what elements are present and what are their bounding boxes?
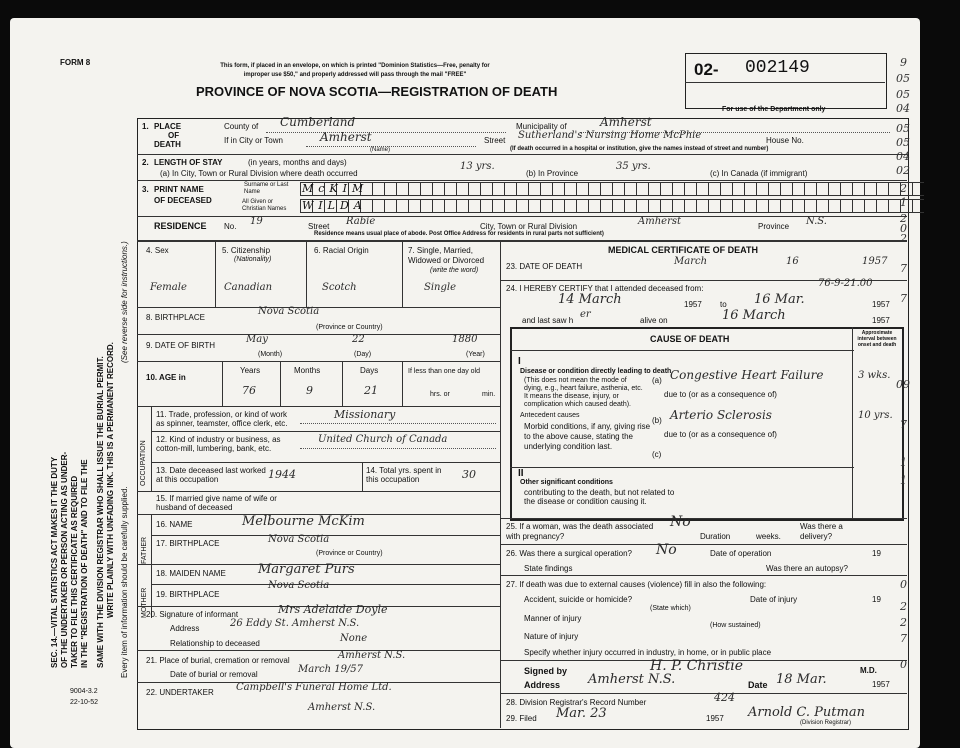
age-years-label: Years	[240, 366, 261, 375]
sex-label: 4. Sex	[146, 246, 169, 255]
form-code-1: 9004-3.2	[70, 688, 98, 695]
dob-month-sub: (Month)	[258, 351, 283, 358]
q11-label: 11. Trade, profession, or kind of work as spinner, teamster, office clerk, etc.	[156, 410, 288, 428]
q12-value: United Church of Canada	[318, 434, 448, 445]
doctor-address-value: Amherst N.S.	[588, 672, 676, 687]
q18-value: Margaret Purs	[258, 562, 355, 577]
age-min-label: min.	[482, 391, 496, 398]
age-days-value: 21	[364, 384, 378, 397]
injury-date-label: Date of injury	[750, 595, 798, 604]
nature-label: Nature of injury	[524, 632, 579, 641]
registration-number: 002149	[745, 58, 810, 78]
alive-label: alive on	[640, 316, 668, 325]
q14-value: 30	[462, 468, 476, 481]
side-instruction-3: TAKER TO FILE THIS CERTIFICATE AS REQUIRED	[70, 475, 79, 668]
weeks-label: weeks.	[756, 532, 781, 541]
q22-value: Campbell's Funeral Home Ltd.	[236, 682, 392, 693]
marital-sub: (write the word)	[430, 267, 479, 274]
q20-value: Mrs Adelaide Doyle	[278, 603, 388, 616]
signed-by-label: Signed by	[524, 666, 568, 676]
antecedent-note: Morbid conditions, if any, giving rise to the above cause, stating the underlying condition last.	[524, 422, 651, 451]
cause-a-interval: 3 wks.	[858, 370, 891, 381]
residence-street-value: Rabie	[346, 216, 376, 227]
margin-code: 0	[900, 222, 907, 235]
margin-code: 02	[896, 164, 910, 177]
q24-to: 16 Mar.	[754, 292, 805, 307]
informant-address-value: 26 Eddy St. Amherst N.S.	[230, 618, 360, 629]
dob-year: 1880	[452, 334, 478, 345]
given-names-value: WILDA	[302, 199, 367, 212]
residence-city-value: Amherst	[638, 216, 681, 227]
cause-a-value: Congestive Heart Failure	[670, 368, 824, 382]
relationship-value: None	[340, 633, 368, 644]
surname-value: McKIM	[302, 182, 369, 195]
registrar-sub: (Division Registrar)	[800, 720, 852, 726]
given-letter-cells	[300, 199, 924, 213]
margin-code: 0	[900, 578, 907, 591]
dob-label: 9. DATE OF BIRTH	[146, 341, 216, 350]
sex-value: Female	[150, 282, 187, 293]
q17-sub: (Province or Country)	[316, 550, 383, 557]
margin-code: 9	[900, 56, 907, 69]
q24-to-label: to	[720, 300, 727, 309]
margin-code: 2	[900, 182, 907, 195]
due-to-1: due to (or as a consequence of)	[664, 390, 777, 399]
margin-code: 05	[896, 72, 910, 85]
registrar-signature: Arnold C. Putman	[748, 705, 865, 720]
dob-month: May	[246, 334, 268, 345]
marital-label: 7. Single, Married, Widowed or Divorced	[408, 246, 485, 265]
father-side-label: FATHER	[141, 536, 148, 564]
signed-by-value: H. P. Christie	[650, 658, 744, 674]
form-code-2: 22-10-52	[70, 699, 99, 706]
margin-code: 1	[900, 456, 907, 469]
stay-b-label: (b) In Province	[526, 169, 579, 178]
disease-note: (This does not mean the mode of dying, e.g., heart failure, asthenia, etc. It means the disease, injury, or complication which caused death).	[524, 377, 643, 408]
due-to-2: due to (or as a consequence of)	[664, 430, 777, 439]
margin-code: 7	[900, 262, 907, 275]
q13-label: 13. Date deceased last worked at this occupation	[156, 466, 266, 484]
surname-letter-cells	[300, 182, 924, 196]
q11-value: Missionary	[334, 408, 396, 421]
cause-b-interval: 10 yrs.	[858, 410, 893, 421]
county-label: County of	[224, 122, 259, 131]
registration-prefix: 02-	[694, 60, 719, 79]
q22-value-2: Amherst N.S.	[308, 702, 376, 713]
delivery-label: Was there a delivery?	[800, 522, 843, 541]
city-label: If in City or Town	[224, 136, 283, 145]
q17-value: Nova Scotia	[268, 534, 330, 545]
street-value: Sutherland's Nursing Home McPhie	[518, 130, 702, 141]
dob-day: 22	[352, 334, 365, 345]
county-value: Cumberland	[280, 115, 356, 129]
stay-c-label: (c) In Canada (if immigrant)	[710, 169, 808, 178]
occupation-side-label: OCCUPATION	[140, 440, 147, 486]
other-conditions-note: contributing to the death, but not related to the disease or condition causing it.	[524, 488, 675, 506]
state-which-sub: (State which)	[650, 605, 691, 612]
margin-code: 05	[896, 88, 910, 101]
q24-from: 14 March	[558, 292, 622, 307]
q23-year: 1957	[862, 256, 888, 267]
form-number: FORM 8	[60, 58, 91, 67]
side-instruction-7: Every item of information should be carefully supplied.	[120, 486, 129, 678]
disease-label: Disease or condition directly leading to death	[520, 368, 672, 375]
side-instruction-5: SAME WITH THE DIVISION REGISTRAR WHO SHALL ISSUE THE BURIAL PERMIT.	[96, 356, 105, 668]
q22-label: 22. UNDERTAKER	[146, 688, 214, 697]
q23-day: 16	[786, 256, 799, 267]
age-hrs-label: hrs. or	[430, 391, 450, 398]
place-label: PLACE	[154, 122, 182, 131]
q27-label: 27. If death was due to external causes (violence) fill in also the following:	[506, 580, 767, 589]
side-instruction-1: SEC. 14.—VITAL STATISTICS ACT MAKES IT THE DUTY	[50, 456, 59, 668]
q15-label: 15. If married give name of wife or husband of deceased	[156, 494, 277, 512]
age-years-value: 76	[242, 384, 256, 397]
last-saw-label: and last saw h	[522, 316, 574, 325]
birthplace-label: 8. BIRTHPLACE	[146, 313, 205, 322]
residence-no-value: 19	[250, 216, 263, 227]
q29-label: 29. Filed	[506, 714, 537, 723]
q28-label: 28. Division Registrar's Record Number	[506, 698, 647, 707]
stay-label: LENGTH OF STAY	[154, 158, 223, 167]
margin-code: 2	[900, 616, 907, 629]
marital-value: Single	[424, 282, 457, 293]
hospital-note: (If death occurred in a hospital or institution, give the names instead of street and number)	[510, 146, 769, 152]
operation-year-prefix: 19	[872, 549, 881, 558]
birthplace-value: Nova Scotia	[258, 306, 320, 317]
q24-extra: 76-9-21.00	[818, 278, 873, 289]
margin-code: 04	[896, 150, 910, 163]
q23-month: March	[674, 256, 708, 267]
q23-label: 23. DATE OF DEATH	[506, 262, 583, 271]
residence-city-label: City, Town or Rural Division	[480, 222, 578, 231]
residence-label: RESIDENCE	[154, 221, 207, 231]
street-label: Street	[484, 136, 506, 145]
cause-a-label: (a)	[652, 376, 662, 385]
name-num: 3.	[142, 185, 149, 194]
q13-value: 1944	[268, 468, 296, 481]
doctor-address-label: Address	[524, 680, 561, 690]
state-findings-label: State findings	[524, 564, 573, 573]
dob-day-sub: (Day)	[354, 351, 372, 358]
place-num: 1.	[142, 122, 149, 131]
place-label-death: DEATH	[154, 140, 181, 149]
birthplace-sub: (Province or Country)	[316, 324, 383, 331]
margin-code: 2	[900, 212, 907, 225]
q20-label: 20. Signature of informant	[146, 610, 239, 619]
q19-value: Nova Scotia	[268, 580, 330, 591]
age-label: 10. AGE in	[146, 373, 186, 382]
doctor-date-value: 18 Mar.	[776, 672, 827, 687]
antecedent-label: Antecedent causes	[520, 412, 580, 419]
accident-label: Accident, suicide or homicide?	[524, 595, 633, 604]
medical-heading: MEDICAL CERTIFICATE OF DEATH	[608, 245, 758, 255]
burial-date-label: Date of burial or removal	[170, 670, 258, 679]
municipality-value: Amherst	[600, 115, 652, 129]
manner-label: Manner of injury	[524, 614, 582, 623]
part-one-numeral: I	[518, 356, 521, 367]
q18-label: 18. MAIDEN NAME	[156, 569, 226, 578]
cause-heading: CAUSE OF DEATH	[650, 334, 730, 344]
doctor-date-label: Date	[748, 680, 768, 690]
form-title: PROVINCE OF NOVA SCOTIA—REGISTRATION OF DEATH	[196, 84, 558, 99]
city-value: Amherst	[320, 130, 372, 144]
citizenship-sub: (Nationality)	[234, 256, 272, 263]
relationship-label: Relationship to deceased	[170, 639, 260, 648]
residence-no-label: No.	[224, 222, 237, 231]
q14-label: 14. Total yrs. spent in this occupation	[366, 466, 442, 484]
q28-value: 424	[714, 691, 735, 704]
place-label-of: OF	[168, 131, 180, 140]
operation-date-label: Date of operation	[710, 549, 772, 558]
interval-heading: Approximate interval between onset and death	[857, 330, 897, 348]
age-days-label: Days	[360, 366, 379, 375]
house-label: House No.	[766, 136, 804, 145]
age-less-day-label: If less than one day old	[408, 368, 480, 375]
death-registration-form	[10, 18, 920, 748]
dob-year-sub: (Year)	[466, 351, 485, 358]
city-name-sub: (Name)	[370, 147, 391, 153]
margin-code: 2	[900, 232, 907, 245]
age-months-value: 9	[306, 384, 313, 397]
stay-label-note: (in years, months and days)	[248, 158, 347, 167]
burial-date-value: March 19/57	[298, 664, 364, 675]
citizenship-value: Canadian	[224, 282, 273, 293]
margin-code: 7	[900, 292, 907, 305]
q24-label: 24. I HEREBY CERTIFY that I attended deceased from:	[506, 284, 704, 293]
q21-value: Amherst N.S.	[338, 650, 406, 661]
stay-num: 2.	[142, 158, 149, 167]
q17-label: 17. BIRTHPLACE	[156, 539, 220, 548]
q29-value: Mar. 23	[556, 706, 607, 721]
md-label: M.D.	[860, 666, 877, 675]
margin-code: 04	[896, 102, 910, 115]
q16-label: 16. NAME	[156, 520, 193, 529]
margin-code: 1	[900, 196, 907, 209]
last-saw-value: er	[580, 309, 591, 320]
q16-value: Melbourne McKim	[242, 514, 365, 529]
other-conditions-label: Other significant conditions	[520, 479, 613, 486]
informant-address-label: Address	[170, 624, 200, 633]
mail-notice: This form, if placed in an envelope, on which is printed "Dominion Statistics—Free, penalty for improper use $50," and properly addressed will pass through the mail "FREE"	[220, 63, 490, 78]
how-sustained-sub: (How sustained)	[710, 622, 761, 629]
age-months-label: Months	[294, 366, 321, 375]
side-instruction-6: WRITE PLAINLY WITH UNFADING INK. THIS IS A PERMANENT RECORD.	[106, 342, 115, 618]
q26-value: No	[656, 542, 677, 558]
racial-origin-label: 6. Racial Origin	[314, 246, 369, 255]
side-instruction-8: (See reverse side for instructions.)	[120, 241, 129, 363]
margin-code: 05	[896, 136, 910, 149]
cause-c-label: (c)	[652, 450, 662, 459]
residence-province-value: N.S.	[806, 216, 827, 227]
residence-street-label: Street	[308, 222, 330, 231]
alive-value: 16 March	[722, 308, 786, 323]
margin-code: 1	[900, 474, 907, 487]
alive-year: 1957	[872, 316, 890, 325]
margin-code: 7	[900, 418, 907, 431]
surname-label: Surname or Last Name	[244, 182, 289, 195]
stay-a-value: 13 yrs.	[460, 161, 495, 172]
q19-label: 19. BIRTHPLACE	[156, 590, 220, 599]
residence-province-label: Province	[758, 222, 790, 231]
margin-code: 09	[896, 378, 910, 391]
margin-code: 7	[900, 632, 907, 645]
duration-label: Duration	[700, 532, 731, 541]
margin-code: 2	[900, 600, 907, 613]
residence-note: Residence means usual place of abode. Post Office Address for residents in rural parts not sufficient)	[314, 231, 604, 237]
part-two-numeral: II	[518, 468, 524, 479]
racial-origin-value: Scotch	[322, 282, 357, 293]
specify-label: Specify whether injury occurred in industry, in home, or in public place	[524, 648, 772, 657]
q24-to-year: 1957	[872, 300, 890, 309]
citizenship-label: 5. Citizenship	[222, 246, 271, 255]
margin-code: 0	[900, 658, 907, 671]
q24-from-year: 1957	[684, 300, 702, 309]
injury-year-prefix: 19	[872, 595, 881, 604]
q25-label: 25. If a woman, was the death associated with pregnancy?	[506, 522, 654, 541]
stay-a-label: (a) In City, Town or Rural Division where death occurred	[160, 169, 358, 178]
cause-b-label: (b)	[652, 416, 662, 425]
doctor-date-year: 1957	[872, 680, 890, 689]
q21-label: 21. Place of burial, cremation or removal	[146, 656, 290, 665]
q25-value: No	[670, 514, 691, 530]
autopsy-label: Was there an autopsy?	[766, 564, 848, 573]
side-instruction-2: OF THE UNDERTAKER OR PERSON ACTING AS UNDER-	[60, 451, 69, 668]
q29-year: 1957	[706, 714, 724, 723]
given-names-label: All Given or Christian Names	[242, 199, 287, 212]
mother-side-label: MOTHER	[141, 587, 148, 618]
stay-b-value: 35 yrs.	[616, 161, 651, 172]
print-name-label: PRINT NAME	[154, 185, 204, 194]
department-use-note: For use of the Department only	[722, 106, 826, 113]
q12-label: 12. Kind of industry or business, as cotton-mill, lumbering, bank, etc.	[156, 435, 281, 453]
side-instruction-4: IN THE "REGISTRATION OF DEATH" AND TO FILE THE	[80, 459, 89, 668]
municipality-label: Municipality of	[516, 122, 567, 131]
print-name-label-2: OF DECEASED	[154, 196, 212, 205]
cause-b-value: Arterio Sclerosis	[670, 408, 772, 422]
margin-code: 05	[896, 122, 910, 135]
q26-label: 26. Was there a surgical operation?	[506, 549, 632, 558]
